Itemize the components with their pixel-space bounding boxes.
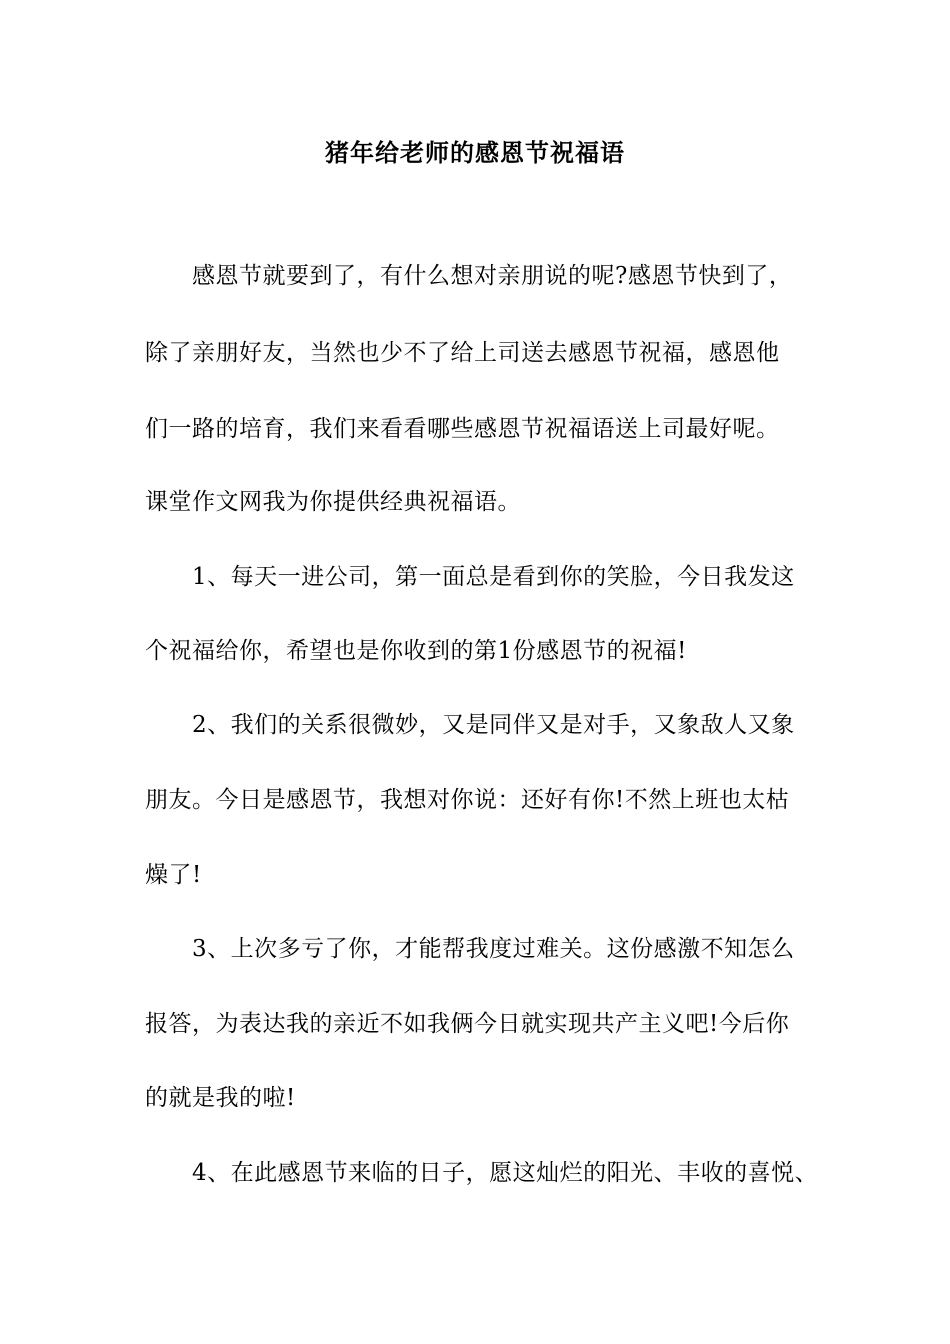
paragraph-line: 报答，为表达我的亲近不如我俩今日就实现共产主义吧!今后你 xyxy=(145,1011,790,1037)
paragraph-line: 的就是我的啦! xyxy=(145,1085,296,1111)
paragraph-line: 感恩节就要到了，有什么想对亲朋说的呢?感恩节快到了， xyxy=(192,263,793,289)
paragraph-line: 们一路的培育，我们来看看哪些感恩节祝福语送上司最好呢。 xyxy=(145,416,780,442)
paragraph-line: 3、上次多亏了你，才能帮我度过难关。这份感激不知怎么 xyxy=(192,936,795,962)
paragraph-line: 课堂作文网我为你提供经典祝福语。 xyxy=(145,489,521,515)
paragraph-line: 个祝福给你，希望也是你收到的第1份感恩节的祝福! xyxy=(145,638,687,664)
paragraph-line: 4、在此感恩节来临的日子，愿这灿烂的阳光、丰收的喜悦、 xyxy=(192,1160,819,1186)
document-title: 猪年给老师的感恩节祝福语 xyxy=(325,138,625,167)
paragraph-line: 除了亲朋好友，当然也少不了给上司送去感恩节祝福，感恩他 xyxy=(145,340,780,366)
paragraph-line: 1、每天一进公司，第一面总是看到你的笑脸，今日我发这 xyxy=(192,564,795,590)
paragraph-line: 2、我们的关系很微妙，又是同伴又是对手，又象敌人又象 xyxy=(192,712,795,738)
paragraph-line: 朋友。今日是感恩节，我想对你说：还好有你!不然上班也太枯 xyxy=(145,787,790,813)
paragraph-line: 燥了! xyxy=(145,862,202,888)
